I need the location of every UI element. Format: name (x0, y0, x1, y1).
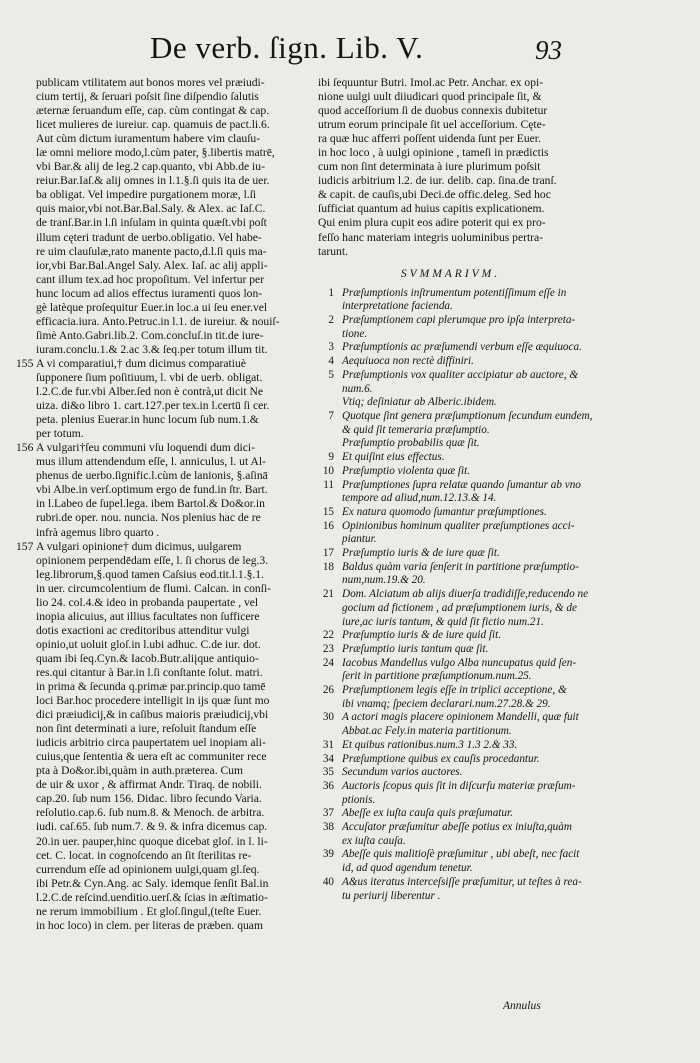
summarium-entry (318, 657, 583, 684)
summarium-entry (318, 766, 583, 780)
text-line: opinionem perpendēdam eſſe, l. ſi chorus de leg.3. (36, 553, 269, 567)
entry-number: 18 (322, 560, 334, 573)
entry-text (342, 711, 583, 738)
summarium-entry (318, 561, 583, 588)
text-line: hunc locum ad alios effectus iuramenti quos lon- (36, 286, 263, 300)
text-line: gè latèque proſequitur Euer.in loc.a ui ſeu ener.vel (36, 300, 268, 314)
entry-text (342, 780, 583, 807)
left-column (16, 76, 298, 933)
text-line: 155 A vi comparatiui,† dum dicimus comparatiuè (16, 356, 246, 370)
text-line: Iacobus Mandellus vulgo Alba nuncupatus quid ſen- (342, 656, 577, 669)
text-line: vbi Bar.& alij de leg.2 cap.quanto, vbi Abb.de iu- (36, 160, 265, 174)
entry-number: 21 (322, 588, 334, 601)
entry-number: 3 (328, 341, 334, 354)
text-line: phenus de uerbo.ſignific.l.cùm de lanionis, §.aſinā (36, 469, 268, 483)
entry-number: 16 (322, 519, 334, 532)
text-line: publicam vtilitatem aut bonos mores vel præiudi- (36, 76, 265, 89)
entry-text (342, 643, 583, 657)
entry-number: 36 (322, 779, 334, 792)
text-line: Præſumptionem legis eſſe in triplici acceptione, & (342, 684, 567, 697)
text-line: A&us iteratus interceſsiſſe præſumitur, ut teſtes à rea- (342, 875, 582, 888)
text-line: per totum. (36, 427, 84, 441)
entry-number: 34 (322, 752, 334, 765)
text-line: & quid ſit temeraria præſumptio. (342, 423, 490, 436)
entry-text (342, 629, 583, 643)
text-line: Abeſſe quis malitioſè præſumitur , ubi abeſt, nec facit (342, 848, 580, 861)
text-line: Vtiq; deſiniatur ab Alberic.ibidem. (342, 396, 497, 409)
text-line: Præſumptio violenta quæ ſit. (342, 464, 471, 477)
summarium-entry (318, 479, 583, 506)
entry-text (342, 821, 583, 848)
entry-text (342, 876, 583, 903)
text-line: Et quibus rationibus.num.3 1.3 2.& 33. (342, 738, 518, 751)
paragraph-number: 157 (16, 539, 34, 553)
text-line: uiza. di&o libro 1. cart.127.per tex.in l.certū ſi cer. (36, 399, 270, 413)
entry-number: 37 (322, 807, 334, 820)
text-line: Præſumptionis vox qualiter accipiatur ab auctore, & (342, 368, 579, 381)
text-line: Præſumptione quibus ex cauſis procedantur. (342, 752, 540, 765)
text-line: quam ibi ſeq.Cyn.& Iacob.Butr.aliįque antiquio- (36, 651, 259, 665)
entry-number: 15 (322, 505, 334, 518)
summarium-entry (318, 451, 583, 465)
entry-text (342, 753, 583, 767)
entry-number (318, 396, 342, 410)
text-line: tu periurij liberentur . (342, 889, 441, 902)
entry-text (342, 739, 583, 753)
entry-number: 17 (322, 547, 334, 560)
summarium-title: SVMMARIVM. (400, 267, 501, 280)
text-line: feſſo hanc materiam integris uoluminibus pertra- (318, 230, 544, 244)
text-line: re uim clauſulæ,rato manente pacto,d.l.ſi quis ma- (36, 244, 267, 258)
text-line: peta. plenius Euerar.in hunc locum ſub num.1.& (36, 413, 259, 427)
entry-text (342, 657, 583, 684)
text-line: Quotque ſint genera præſumptionum ſecundum eundem, (342, 409, 593, 422)
text-line: tione. (342, 327, 368, 340)
text-line: 156 A vulgari†ſeu communi vſu loquendi dum dici- (16, 441, 255, 455)
summarium-entry (318, 355, 583, 369)
text-line: Præſumptio probabilis quæ ſit. (342, 437, 480, 450)
text-line: Accuſator præſumitur abeſſe potius ex iniuſta,quàm (342, 821, 572, 834)
entry-text (342, 465, 583, 479)
entry-number (318, 437, 342, 451)
text-line: pta à Do&or.ibi,quàm in auth.præterea. Cum (36, 764, 244, 778)
text-line: cap.20. ſub num 156. Didac. libro ſecundo Varia. (36, 792, 262, 806)
text-line: ſupponere ſium poſitiuum, l. vbi de uerb. obligat. (36, 370, 263, 384)
entry-number: 2 (328, 314, 334, 327)
text-line: gocium ad fictionem , ad præſumptionem iuris, & de (342, 601, 577, 614)
text-line: Abbat.ac Fely.in materia partitionum. (342, 725, 512, 738)
text-line: iure,ac iuris tantum, & quid ſit fictio num.21. (342, 615, 544, 628)
text-line: ior,vbi Bar.Bal.Angel Saly. Alex. Iaſ. ac alij appli- (36, 258, 268, 272)
text-line: l.2.C.de fur.vbi Alber.ſed non è contrà,ut dicit Ne (36, 385, 263, 399)
summarium-entry (318, 287, 583, 314)
entry-text (342, 341, 583, 355)
text-line: piantur. (342, 533, 377, 546)
summarium-entry (318, 396, 583, 410)
text-line: ibi vnamq; ſpeciem declarari.num.27.28.& 29. (342, 697, 551, 710)
summarium-entry (318, 753, 583, 767)
text-line: rubri.de oper. nou. nuncia. Nos plenius hac de re (36, 511, 261, 525)
text-line: iuram.conclu.1.& 2.ac 3.& ſeq.per totum illum tit. (36, 342, 268, 356)
text-line: Dom. Alciatum ab alijs diuerſa tradidiſſe,reducendo ne (342, 588, 589, 601)
text-line: ibi Petr.& Cyn.Ang. ac Saly. idemque ſenſit Bal.in (36, 876, 269, 890)
text-line: Opinionibus hominum qualiter præſumptiones acci- (342, 519, 575, 532)
text-line: læ omni meliore modo,l.cùm pater, §.libertis matrē, (36, 146, 275, 160)
entry-text (342, 848, 583, 875)
text-line: iudicis arbitrio circa paupertatem uel inopiam ali- (36, 736, 266, 750)
text-line: l.2.C.de reſcind.uenditio.uerſ.& ſcias in æſtimatio- (36, 890, 268, 904)
text-line: in hoc loco , à uulgi opinione , tameſi in prædictis (318, 146, 549, 160)
entry-text (342, 588, 588, 629)
entry-text (342, 479, 583, 506)
text-line: non ſint determinati a iure, reſoluit ſtandum eſſe (36, 722, 257, 736)
text-line: Auctoris ſcopus quis ſit in diſcurſu materiæ præſum- (342, 779, 576, 792)
entry-number: 26 (322, 684, 334, 697)
text-line: opinio,ut uoluit gloſ.in l.ubi adhuc. C.de iur. dot. (36, 637, 261, 651)
text-line: Abeſſe ex iuſta cauſa quis præſumatur. (342, 807, 513, 820)
entry-text (342, 807, 583, 821)
text-line: cum non ſint determinata à iure plurimum poſsit (318, 160, 541, 174)
entry-number: 30 (322, 711, 334, 724)
text-line: Præſumptiones ſupra relatæ quando ſumantur ab vno (342, 478, 581, 491)
entry-number: 4 (328, 355, 334, 368)
entry-number: 11 (323, 478, 334, 491)
text-line: Ex natura quomodo ſumantur præſumptiones. (342, 505, 547, 518)
summarium-entry (318, 684, 583, 711)
summarium-entry (318, 739, 583, 753)
summarium-entry (318, 588, 589, 629)
text-line: in l.Labeo de ſupel.lega. ibem Bartol.& Do&or.in (36, 497, 265, 511)
text-line: tempore ad aliud,num.12.13.& 14. (342, 492, 497, 505)
text-line: utrum eorum principale ſit uel acceſſorium. Cęte- (318, 118, 546, 132)
summarium-entry (318, 437, 583, 451)
text-line: vbi Albe.in verſ.optimum ergo de fund.in ſtr. Bart. (36, 483, 268, 497)
paragraph-number: 156 (16, 441, 34, 455)
summarium-entry (318, 314, 583, 341)
text-line: Præſumptio iuris & de iure quid ſit. (342, 629, 502, 642)
text-line: nione uulgi uult diiudicari quod principale ſit, & (318, 90, 542, 104)
text-line: in hoc loco) in clem. per literas de præben. quam (36, 918, 263, 932)
text-line: currendum eſſe ad opinionem uulgi,quam gl.ſeq. (36, 862, 260, 876)
text-line: Præſumptionis ac præſumendi verbum eſſe æquiuoca. (342, 341, 582, 354)
text-line: Aut cùm dictum iuramentum habere vim clauſu- (36, 132, 261, 146)
text-line: Præſumptionem capi plerumque pro ipſa interpreta- (342, 314, 576, 327)
text-line: efficacia.iura. Anto.Petruc.in l.1. de iureiur. & nouiſ- (36, 314, 280, 328)
summarium-entry (318, 409, 593, 437)
summarium-entry (318, 876, 583, 903)
text-line: loci Bar.hoc procedere intelligit in ijs quæ ſunt mo (36, 694, 270, 708)
text-line: cant illum tex.ad hoc propoſitum. Vel infertur per (36, 272, 265, 286)
entry-text (342, 396, 583, 410)
entry-text (342, 506, 583, 520)
page-number: 93 (535, 35, 562, 65)
summarium-entry (318, 547, 583, 561)
entry-number: 35 (322, 766, 334, 779)
text-line: leg.librorum,§.quod tamen Caſsius eod.tit.l.1.§.1. (36, 567, 264, 581)
entry-text (342, 410, 592, 437)
text-line: 157 A vulgari opinione† dum dicimus, uulgarem (16, 539, 242, 553)
text-line: ſimè Anto.Gabri.lib.2. Com.concluſ.in tit.de iure- (36, 328, 264, 342)
text-line: 20.in uer. pauper,hinc quoque dicebat gloſ. in l. li- (36, 834, 268, 848)
summarium-entry (318, 711, 583, 738)
text-line: Præſumptio iuris & de iure quæ ſit. (342, 547, 500, 560)
text-line: licet mulieres de iureiur. cap. quamuis de pact.li.6. (36, 118, 270, 132)
entry-number: 1 (328, 286, 334, 299)
text-line: in uer. circumcolentium de flumi. Calcan. in conſi- (36, 581, 272, 595)
entry-number: 24 (322, 656, 334, 669)
entry-text (342, 369, 583, 396)
page-header (150, 28, 570, 78)
entry-text (342, 437, 583, 451)
text-line: tarunt. (318, 244, 348, 258)
text-line: id, ad quod agendum tenetur. (342, 862, 473, 875)
summarium-entry (318, 341, 583, 355)
entry-text (342, 766, 583, 780)
entry-text (342, 355, 583, 369)
entry-number: 39 (322, 848, 334, 861)
entry-number: 40 (322, 875, 334, 888)
text-line: ex iuſta cauſa. (342, 834, 406, 847)
entry-text (342, 561, 583, 588)
text-line: quod acceſſorium ſi de duobus connexis dubitetur (318, 104, 548, 118)
text-line: ra quæ huc afferri poſſent uidenda ſunt per Euer. (318, 132, 541, 146)
text-line: de tranſ.Bar.in l.ſi inſulam in quinta quæſt.vbi poſt (36, 216, 267, 230)
text-line: reſolutio.cap.6. ſub num.8. & Menoch. de arbitra. (36, 806, 265, 820)
summarium-entry (318, 643, 583, 657)
entry-number: 31 (322, 738, 334, 751)
text-line: res.qui citantur à Bar.in l.ſi conſtante ſolut. matri. (36, 665, 263, 679)
text-line: quis maior,vbi not.Bar.Bal.Saly. & Alex. ac Iaſ.C. (36, 202, 266, 216)
text-line: iudicis arbitrium l.2. de iur. delib. cap. ſina.de tranſ. (318, 174, 557, 188)
text-line: ptionis. (342, 793, 376, 806)
entry-text (342, 287, 583, 314)
text-line: de uir & uxor , & affirmat Andr. Tiraq. de nobili. (36, 778, 262, 792)
summarium-entry (318, 465, 583, 479)
text-line: A actori magis placere opinionem Mandelli, quæ fuit (342, 711, 579, 724)
text-line: cet. C. locat. in cognoſcendo an ſit ſterilitas re- (36, 848, 252, 862)
entry-number: 9 (328, 451, 334, 464)
text-line: Et quiſint eius effectus. (342, 451, 445, 464)
paragraph-number: 155 (16, 356, 34, 370)
text-line: ſufficiat quantum ad huius capitis explicationem. (318, 202, 545, 216)
text-line: iudi. caſ.65. ſub num.7. & 9. & infra dicemus cap. (36, 820, 268, 834)
text-line: Præſumptio iuris tantum quæ ſit. (342, 642, 489, 655)
entry-number: 5 (328, 368, 334, 381)
catchword: Annulus (503, 1000, 541, 1012)
text-line: reiur.Bar.Iaſ.& alij omnes in l.1.§.ſi quis ita de uer. (36, 174, 270, 188)
running-head: De verb. ſign. Lib. V. (150, 30, 424, 65)
text-line: dotis exactioni ac creditoribus attenditur vulgi (36, 623, 250, 637)
text-line: infrà agemus libro quarto . (36, 525, 160, 539)
text-line: inopia alicuius, aut illius facultates non ſufficere (36, 609, 260, 623)
text-line: lio 24. col.4.& ideo in probanda paupertate , vel (36, 595, 259, 609)
text-line: Aequiuoca non rectè diffiniri. (342, 355, 474, 368)
text-line: num,num.19.& 20. (342, 574, 426, 587)
summarium-entry (318, 848, 583, 875)
text-line: mus illum attendendum eſſe, l. anniculus, l. ut Al- (36, 455, 266, 469)
summarium-entry (318, 821, 583, 848)
text-line: ibi ſequuntur Butri. Imol.ac Petr. Anchar. ex opi- (318, 76, 544, 89)
entry-number: 23 (322, 642, 334, 655)
entry-number: 38 (322, 821, 334, 834)
summarium-entry (318, 520, 583, 547)
text-line: & capit. de cauſis,ubi Deci.de offic.deleg. Sed hoc (318, 188, 551, 202)
text-line: ba obligat. Vel impedire purgationem moræ, l.ſi (36, 188, 257, 202)
text-line: Præſumptionis inſtrumentum potentiſſimum eſſe in (342, 286, 567, 299)
entry-number: 7 (328, 409, 334, 422)
entry-text (342, 314, 583, 341)
entry-number: 10 (322, 464, 334, 477)
entry-text (342, 520, 583, 547)
text-line: in prima & ſecunda q.primæ par.princip.quo tamē (36, 680, 266, 694)
summarium-entry (318, 506, 583, 520)
text-line: num.6. (342, 382, 373, 395)
entry-text (342, 684, 583, 711)
text-line: Secundum varios auctores. (342, 766, 463, 779)
entry-text (342, 451, 583, 465)
text-line: ſerit in partitione præſumptionum.num.25. (342, 670, 532, 683)
text-line: illum cęteri tradunt de uerbo.obligatio. Vel habe- (36, 230, 262, 244)
text-line: cium tertij, & ſeruari poſsit ſine diſpendio ſalutis (36, 90, 259, 104)
text-line: interpretatione facienda. (342, 300, 453, 313)
entry-text (342, 547, 583, 561)
text-line: dici præiudicij,& in caſibus maioris præiudicij,vbi (36, 708, 269, 722)
summarium-entry (318, 780, 583, 807)
summarium-entry (318, 807, 583, 821)
text-line: Baldus quàm varia ſenſerit in partitione præſumptio- (342, 560, 579, 573)
entry-number: 22 (322, 629, 334, 642)
right-column (318, 76, 593, 903)
text-line: æternæ ſeruandum eſſe, cap. cùm contingat & cap. (36, 104, 270, 118)
summarium-entry (318, 629, 583, 643)
text-line: Qui enim plura cupit eos adire poterit qui ex pro- (318, 216, 546, 230)
text-line: ne rerum immobilium . Et gloſ.ſingul,(teſte Euer. (36, 904, 262, 918)
summarium-entry (318, 369, 583, 396)
text-line: cuius,que ſententia & uera eſt ac communiter rece (36, 750, 267, 764)
